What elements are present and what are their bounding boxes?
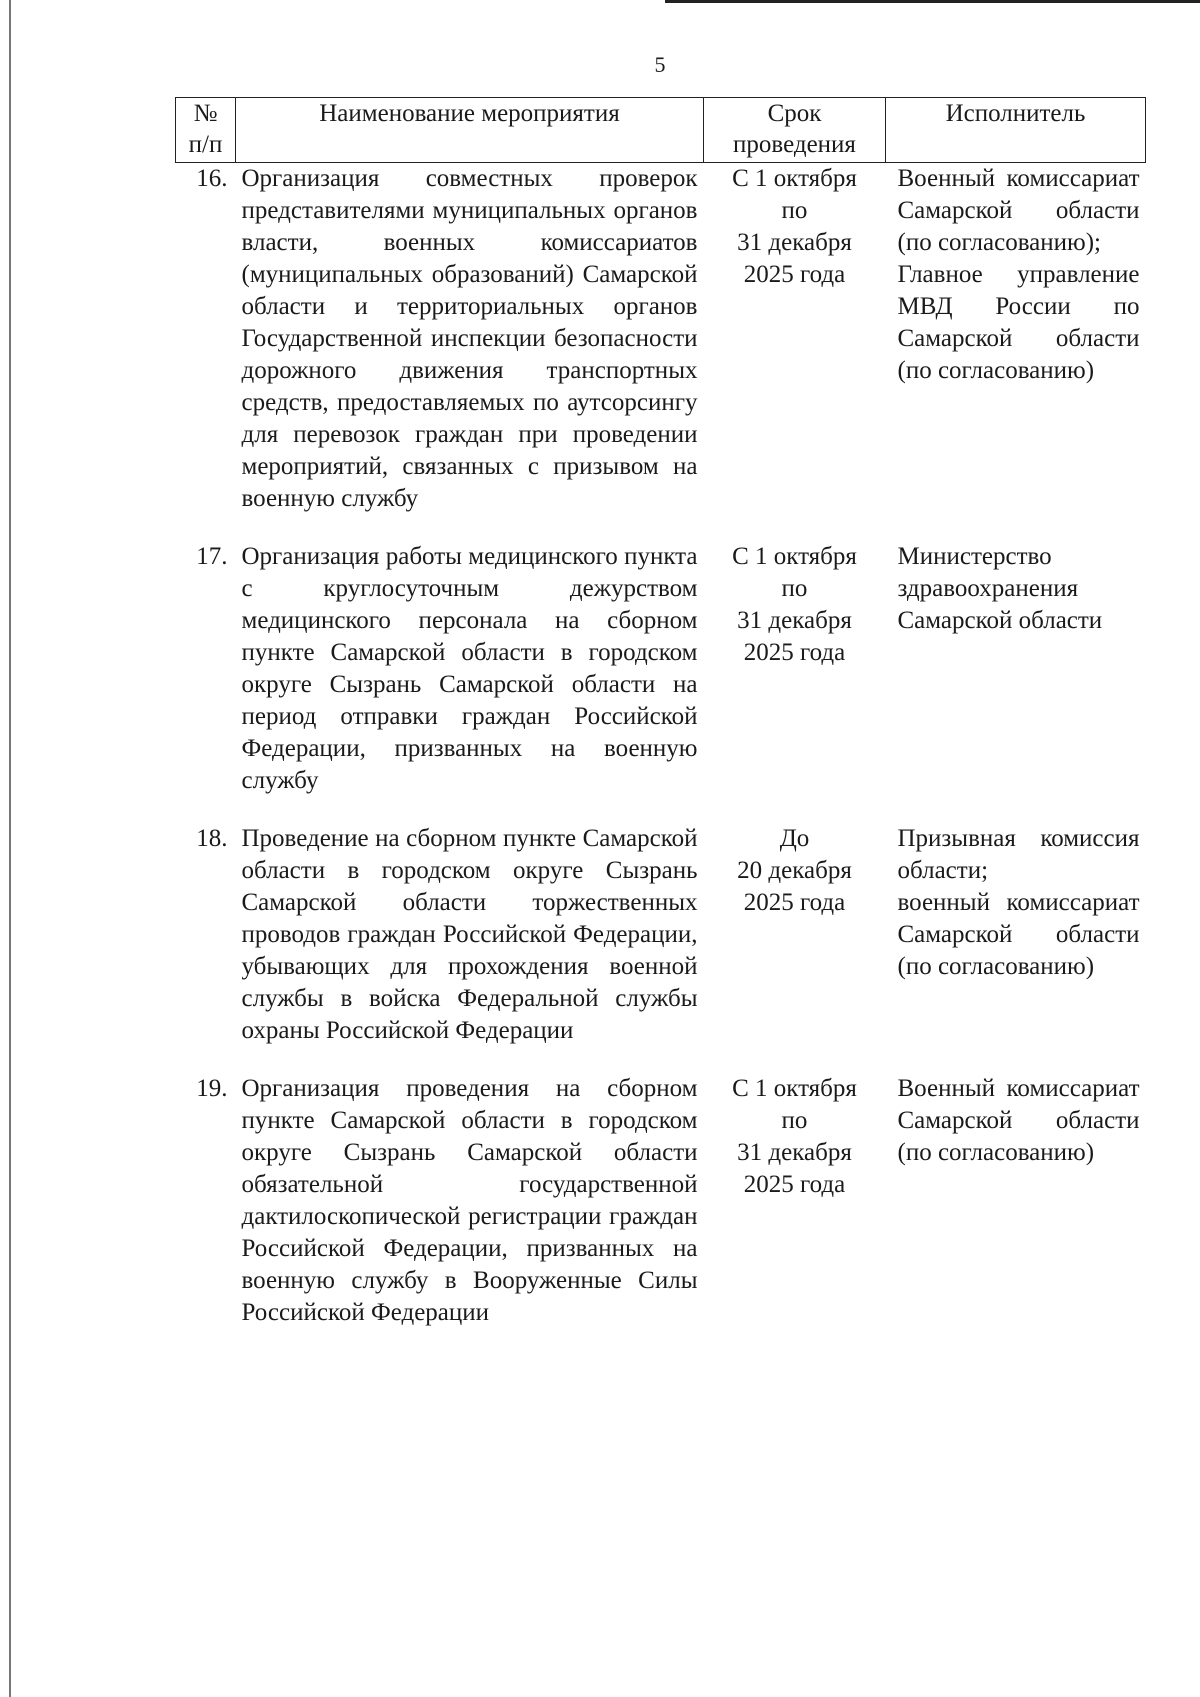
row-number: 16. (196, 165, 228, 192)
top-border-line (665, 0, 1200, 3)
executor-line: Министерство здравоохранения Самарской области (897, 543, 1103, 634)
table-row (176, 541, 1146, 823)
executor-line: Главное управление МВД России по Самарской области (по согласованию) (897, 261, 1140, 384)
term-line: 20 декабря (737, 857, 852, 884)
event-executor (886, 163, 1146, 542)
events-table (175, 97, 1146, 1355)
table-header-row (176, 98, 1146, 163)
page-number: 5 (654, 52, 666, 77)
header-executor: Исполнитель (886, 98, 1146, 163)
event-term (704, 541, 886, 823)
term-line: 2025 года (743, 1171, 846, 1198)
term-line: по (781, 1107, 808, 1134)
header-name: Наименование мероприятия (236, 98, 704, 163)
term-line: С 1 октября (732, 543, 857, 570)
event-name: Организация проведения на сборном пункте Самарской области в городском округе Сызрань Самарской области обязательной государственной дактилоскопической регистрации граждан Российской Федерации, призванных на военную службу в Вооруженные Силы Российской Федерации (241, 1075, 698, 1326)
left-margin-line (9, 0, 11, 1697)
term-line: 31 декабря (737, 1139, 852, 1166)
executor-line: Военный комиссариат Самарской области (по согласованию) (897, 1075, 1140, 1166)
term-line: 2025 года (743, 639, 846, 666)
term-line: 2025 года (743, 261, 846, 288)
term-line: 2025 года (743, 889, 846, 916)
table-row (176, 163, 1146, 542)
term-line: по (781, 575, 808, 602)
term-line: До (779, 825, 810, 852)
event-name: Организация совместных проверок представителями муниципальных органов власти, военных комиссариатов (муниципальных образований) Самарской области и территориальных органов Государственной инспекции безопасности дорожного движения транспортных средств, предоставляемых по аутсорсингу для перевозок граждан при проведении мероприятий, связанных с призывом на военную службу (241, 165, 698, 512)
executor-line: военный комиссариат Самарской области (по согласованию) (897, 889, 1140, 980)
term-line: 31 декабря (737, 229, 852, 256)
event-executor (886, 541, 1146, 823)
row-number: 18. (196, 825, 228, 852)
event-term (704, 823, 886, 1073)
row-number: 17. (196, 543, 228, 570)
row-number: 19. (196, 1075, 228, 1102)
header-term: Срок проведения (704, 98, 886, 163)
event-name: Проведение на сборном пункте Самарской области в городском округе Сызрань Самарской области торжественных проводов граждан Российской Федерации, убывающих для прохождения военной службы в войска Федеральной службы охраны Российской Федерации (241, 825, 698, 1044)
term-line: по (781, 197, 808, 224)
header-num: № п/п (176, 98, 236, 163)
term-line: С 1 октября (732, 165, 857, 192)
table-body (176, 163, 1146, 1356)
term-line: 31 декабря (737, 607, 852, 634)
event-term (704, 163, 886, 542)
event-executor (886, 823, 1146, 1073)
term-line: С 1 октября (732, 1075, 857, 1102)
table-row (176, 823, 1146, 1073)
event-term (704, 1073, 886, 1355)
executor-line: Призывная комиссия области; (897, 825, 1140, 884)
executor-line: Военный комиссариат Самарской области (по согласованию); (897, 165, 1140, 256)
table-row (176, 1073, 1146, 1355)
event-name: Организация работы медицинского пункта с круглосуточным дежурством медицинского персонала на сборном пункте Самарской области в городском округе Сызрань Самарской области на период отправки граждан Российской Федерации, призванных на военную службу (241, 543, 698, 794)
event-executor (886, 1073, 1146, 1355)
